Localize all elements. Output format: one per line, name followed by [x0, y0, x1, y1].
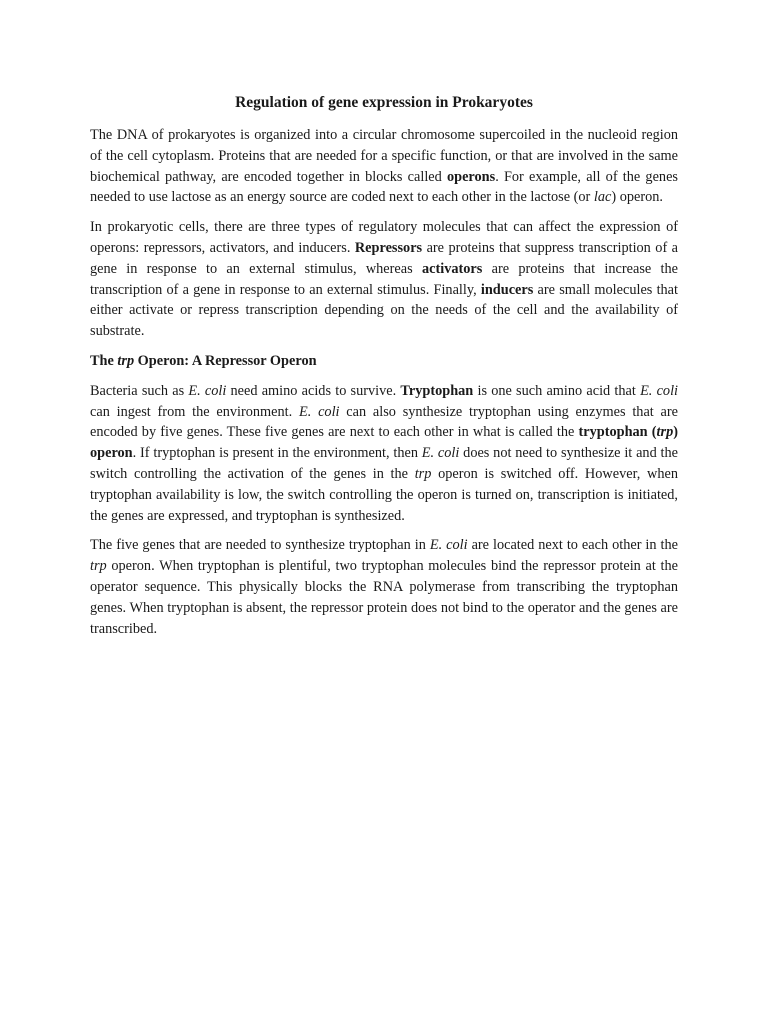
- paragraph-regulatory-molecules: [90, 217, 678, 342]
- body-text: The DNA of prokaryotes is organized into a circular chromosome supercoiled in the nucleoid region of the cell cytoplasm. Proteins that are needed for a specific function, or that are involved in the same biochemical pathway, are encoded together in blocks called: [90, 127, 678, 185]
- bold-text: Operon: A Repressor Operon: [134, 352, 317, 369]
- body-text: operon is switched off. However, when tryptophan availability is low, the switch controlling the operon is turned on, transcription is initiated, the genes are expressed, and tryptophan is synthesized.: [90, 465, 678, 524]
- bold-text: Repressors: [354, 239, 423, 256]
- bold-text: tryptophan (: [578, 424, 657, 441]
- italic-text: E. coli: [298, 403, 340, 420]
- body-text: In prokaryotic cells, there are three types of regulatory molecules that can affect the expression of operons: repressors, activators, and inducers.: [90, 219, 678, 256]
- italic-text: E. coli: [421, 445, 460, 462]
- section-heading-trp-operon: [90, 351, 678, 372]
- paragraph-trp-tryptophan: [90, 381, 678, 527]
- body-text: can ingest from the environment.: [90, 403, 299, 420]
- body-text: can also synthesize tryptophan using enzymes that are encoded by five genes. These five genes are next to each other in what is called the: [90, 403, 678, 441]
- bold-text: operons: [446, 168, 496, 185]
- body-text: The five genes that are needed to synthesize tryptophan in: [90, 537, 430, 554]
- italic-text: lac: [593, 189, 612, 206]
- bold-text: Tryptophan: [400, 382, 474, 399]
- paragraph-trp-repressor-mechanism: [90, 535, 678, 639]
- paragraph-operons-intro: [90, 125, 678, 208]
- body-text: . If tryptophan is present in the environment, then: [132, 445, 422, 462]
- body-text: are proteins that suppress transcription of a gene in response to an external stimulus, whereas: [90, 239, 678, 277]
- italic-text: E. coli: [188, 382, 227, 399]
- body-text: is one such amino acid that: [473, 382, 641, 399]
- bold-italic-text: trp: [656, 424, 674, 441]
- italic-text: trp: [414, 465, 432, 482]
- document-body: [90, 92, 678, 648]
- body-text: are proteins that increase the transcription of a gene in response to an external stimulus. Finally,: [90, 260, 678, 298]
- body-text: Bacteria such as: [90, 382, 189, 399]
- bold-text: ) operon: [90, 424, 678, 462]
- italic-text: trp: [90, 558, 107, 575]
- body-text: does not need to synthesize it and the switch controlling the activation of the genes in the: [90, 445, 678, 482]
- bold-text: inducers: [480, 281, 534, 298]
- bold-italic-text: trp: [117, 352, 135, 369]
- body-text: ) operon.: [611, 189, 663, 206]
- body-text: . For example, all of the genes needed to use lactose as an energy source are coded next to each other in the lactose (or: [90, 168, 678, 206]
- bold-text: The: [90, 352, 118, 369]
- body-text: are small molecules that either activate or repress transcription depending on the needs of the cell and the availability of substrate.: [90, 281, 679, 340]
- body-text: are located next to each other in the: [467, 537, 678, 554]
- document-title: Regulation of gene expression in Prokaryotes: [235, 94, 533, 111]
- body-text: operon. When tryptophan is plentiful, two tryptophan molecules bind the repressor protein at the operator sequence. This physically blocks the RNA polymerase from transcribing the tryptophan genes. When tryptophan is absent, the repressor protein does not bind to the operator and the genes are transcribed.: [90, 558, 678, 637]
- italic-text: E. coli: [640, 382, 679, 399]
- bold-text: activators: [421, 260, 483, 277]
- body-text: need amino acids to survive.: [226, 382, 401, 399]
- italic-text: E. coli: [429, 537, 468, 554]
